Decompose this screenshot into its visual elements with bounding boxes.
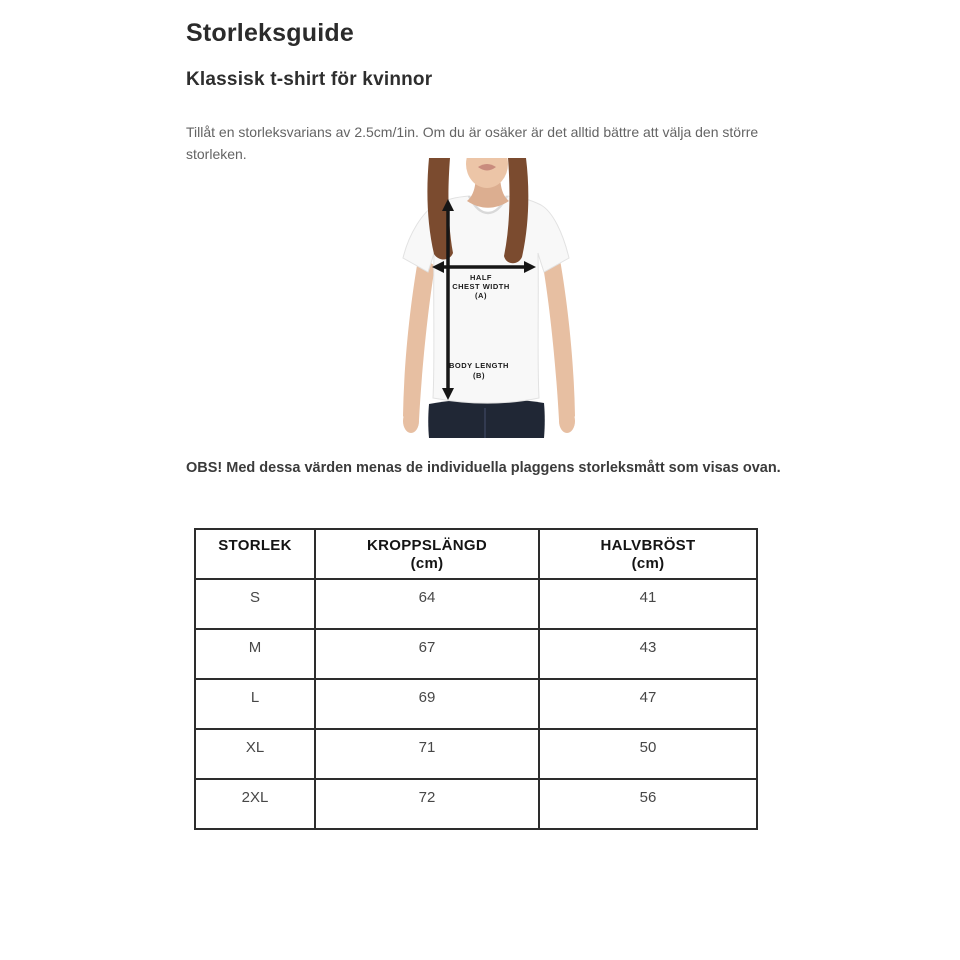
half-chest-cell: 50: [539, 729, 757, 779]
body-length-cell: 69: [315, 679, 539, 729]
model-left-arm: [403, 254, 435, 423]
col-header-size-label: STORLEK: [218, 537, 292, 554]
half-chest-label-line2: CHEST WIDTH: [452, 282, 510, 291]
col-header-size: [195, 529, 315, 579]
half-chest-cell: 56: [539, 779, 757, 829]
col-header-body-length: [315, 529, 539, 579]
size-cell: 2XL: [195, 779, 315, 829]
page-title: Storleksguide: [186, 18, 354, 47]
body-length-label-line2: (B): [473, 371, 485, 380]
size-cell: XL: [195, 729, 315, 779]
size-cell: S: [195, 579, 315, 629]
col-header-half-chest-unit: (cm): [631, 555, 665, 572]
model-illustration: [393, 158, 585, 438]
col-header-half-chest-label: HALVBRÖST: [600, 537, 696, 554]
half-chest-cell: 41: [539, 579, 757, 629]
body-length-cell: 71: [315, 729, 539, 779]
table-row: [195, 629, 757, 679]
col-header-body-length-label: KROPPSLÄNGD: [367, 537, 487, 554]
model-pants: [428, 399, 545, 438]
table-row: [195, 679, 757, 729]
product-name: Klassisk t-shirt för kvinnor: [186, 68, 433, 90]
table-row: [195, 729, 757, 779]
col-header-body-length-unit: (cm): [410, 555, 444, 572]
model-face: [466, 158, 508, 188]
half-chest-cell: 47: [539, 679, 757, 729]
body-length-cell: 67: [315, 629, 539, 679]
measurement-note: OBS! Med dessa värden menas de individuella plaggens storleksmått som visas ovan.: [186, 459, 781, 476]
col-header-half-chest: [539, 529, 757, 579]
table-row: [195, 779, 757, 829]
half-chest-cell: 43: [539, 629, 757, 679]
size-cell: M: [195, 629, 315, 679]
size-variance-text: Tillåt en storleksvarians av 2.5cm/1in. Om du är osäker är det alltid bättre att välja den större storleken.: [186, 124, 759, 163]
model-right-arm: [543, 254, 575, 423]
size-table-header-row: [195, 529, 757, 579]
body-length-label-line1: BODY LENGTH: [449, 361, 509, 370]
body-length-cell: 72: [315, 779, 539, 829]
size-cell: L: [195, 679, 315, 729]
size-guide-photo: [393, 158, 585, 438]
half-chest-label-line3: (A): [475, 291, 487, 300]
body-length-cell: 64: [315, 579, 539, 629]
table-row: [195, 579, 757, 629]
size-table: [194, 528, 758, 830]
model-right-hand: [559, 409, 575, 433]
model-left-hand: [403, 409, 419, 433]
half-chest-label-line1: HALF: [470, 273, 492, 282]
